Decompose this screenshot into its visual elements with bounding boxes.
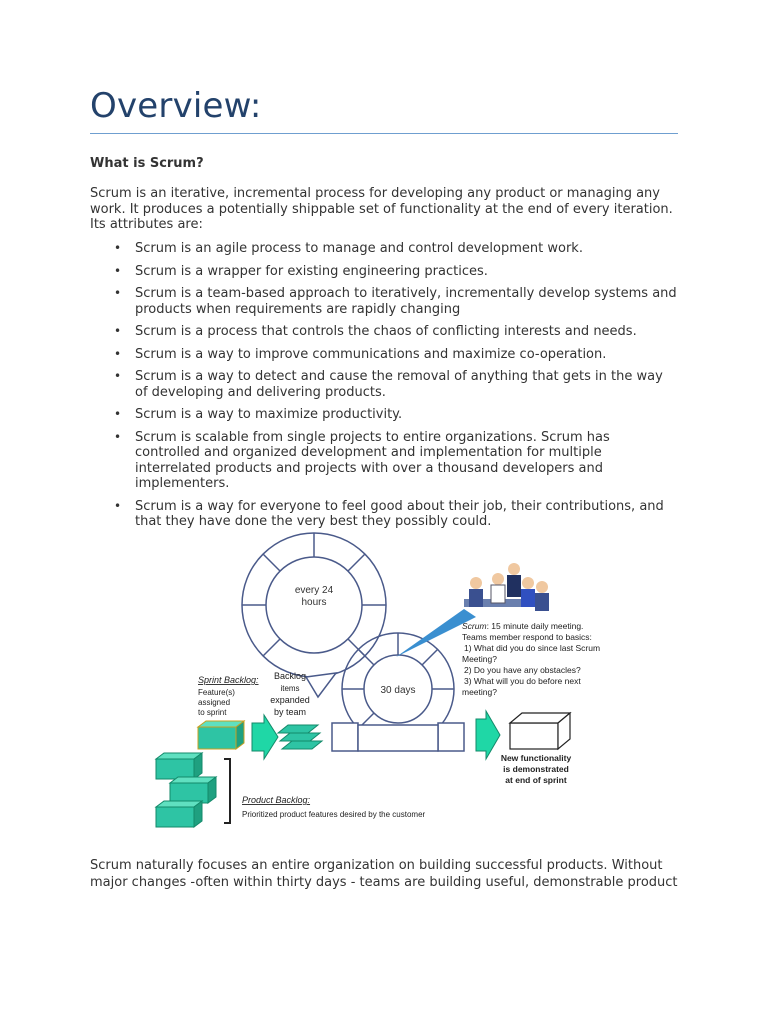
deliverable-box — [510, 713, 570, 749]
scrum-line6: 3) What will you do before next — [464, 676, 581, 686]
thirty-days-label: 30 days — [380, 685, 416, 696]
scrum-line3: 1) What did you do since last Scrum — [464, 643, 601, 653]
backlog-items-line1: Backlog — [273, 671, 307, 681]
sprint-backlog-block — [198, 721, 244, 749]
scrum-process-diagram — [146, 527, 608, 835]
backlog-items-line3: expanded — [270, 695, 310, 705]
sprint-backlog-line2: assigned — [198, 698, 231, 707]
attribute-item: • Scrum is a team-based approach to iteratively, incrementally develop systems and products when requirements are rapidly changing — [90, 286, 678, 317]
svg-text:Scrum: 15 minute daily meeting — [462, 621, 583, 631]
sprint-backlog-line1: Feature(s) — [198, 688, 235, 697]
scrum-line7: meeting? — [462, 687, 497, 697]
expanded-backlog-items — [278, 725, 322, 749]
every-24-label-line2: hours — [301, 597, 327, 608]
attribute-item: • Scrum is a way to maximize productivity. — [90, 407, 678, 423]
scrum-line5: 2) Do you have any obstacles? — [464, 665, 581, 675]
closing-paragraph: Scrum naturally focuses an entire organization on building successful products. Without major changes -often within thirty days - teams are building useful, demonstrable product — [90, 858, 678, 890]
section-heading: What is Scrum? — [90, 156, 204, 171]
attribute-item: • Scrum is a way for everyone to feel good about their job, their contributions, and that they have done the very best they possibly could. — [90, 499, 678, 530]
new-functionality-line1: New functionality — [500, 753, 572, 763]
product-backlog-bracket — [224, 759, 230, 823]
product-backlog-desc: Prioritized product features desired by the customer — [242, 810, 426, 819]
scrum-line4: Meeting? — [462, 654, 497, 664]
arrow-to-demo — [476, 711, 500, 759]
title-underline — [90, 133, 678, 134]
attribute-item: • Scrum is a way to detect and cause the removal of anything that gets in the way of developing and delivering products. — [90, 369, 678, 400]
backlog-items-line2: items — [280, 684, 300, 693]
arrow-to-expanded — [252, 715, 278, 759]
product-backlog-blocks — [156, 753, 216, 827]
sprint-backlog-line3: to sprint — [198, 708, 227, 717]
attribute-item: • Scrum is a way to improve communications and maximize co-operation. — [90, 347, 678, 363]
product-backlog-title: Product Backlog: — [242, 795, 311, 805]
attribute-item: • Scrum is a process that controls the chaos of conflicting interests and needs. — [90, 324, 678, 340]
daily-cycle-ring — [242, 533, 386, 697]
attribute-item: • Scrum is scalable from single projects to entire organizations. Scrum has controlled and organized development and implementation for multiple interrelated products and projects with over a thousand developers and implementers. — [90, 430, 678, 492]
sprint-backlog-title: Sprint Backlog: — [198, 675, 259, 685]
page-title: Overview: — [90, 86, 262, 126]
scrum-label: Scrum — [462, 621, 487, 631]
attribute-item: • Scrum is a wrapper for existing engineering practices. — [90, 264, 678, 280]
attribute-item: • Scrum is an agile process to manage and control development work. — [90, 241, 678, 257]
new-functionality-line3: at end of sprint — [505, 775, 567, 785]
intro-paragraph: Scrum is an iterative, incremental process for developing any product or managing any work. It produces a potentially shippable set of functionality at the end of every iteration. Its attributes are: — [90, 186, 673, 232]
scrum-desc: : 15 minute daily meeting. — [486, 621, 584, 631]
new-functionality-line2: is demonstrated — [503, 764, 569, 774]
backlog-items-line4: by team — [273, 707, 307, 717]
every-24-label-line1: every 24 — [294, 585, 334, 596]
scrum-line2: Teams member respond to basics: — [462, 632, 592, 642]
attributes-list — [90, 241, 678, 537]
